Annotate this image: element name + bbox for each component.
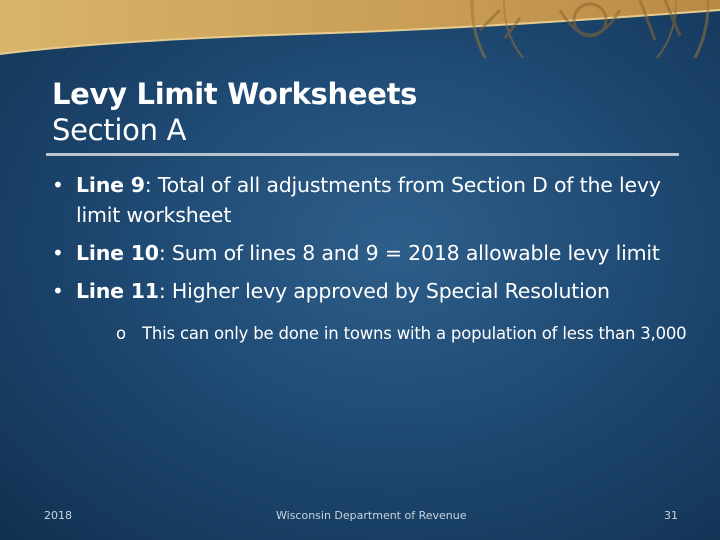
bullet-marker: •: [52, 241, 64, 265]
bullet-label: Line 9: [76, 173, 145, 197]
bullet-line-9: [52, 170, 692, 230]
bullet-text: : Sum of lines 8 and 9 = 2018 allowable levy limit: [158, 241, 660, 265]
bullet-text: : Higher levy approved by Special Resolution: [158, 279, 610, 303]
bullet-list: [52, 170, 692, 346]
sub-bullet: [116, 322, 692, 346]
title-line-2: Section A: [52, 113, 187, 147]
bullet-line-10: [52, 238, 692, 268]
header-banner: [0, 0, 720, 58]
bullet-line-11: [52, 276, 692, 306]
bullet-text: : Total of all adjustments from Section D of the levy limit worksheet: [76, 173, 661, 227]
bullet-label: Line 11: [76, 279, 159, 303]
bullet-label: Line 10: [76, 241, 159, 265]
slide-number: 31: [664, 509, 678, 522]
title-line-1: Levy Limit Worksheets: [52, 77, 418, 111]
footer-year: 2018: [44, 509, 72, 522]
title-underline: [46, 153, 679, 156]
slide-title: [52, 76, 417, 148]
footer-organization: Wisconsin Department of Revenue: [276, 509, 467, 522]
bullet-marker: •: [52, 279, 64, 303]
sub-bullet-text: This can only be done in towns with a population of less than 3,000: [142, 324, 687, 343]
sub-bullet-marker: o: [116, 324, 126, 343]
bullet-marker: •: [52, 173, 64, 197]
